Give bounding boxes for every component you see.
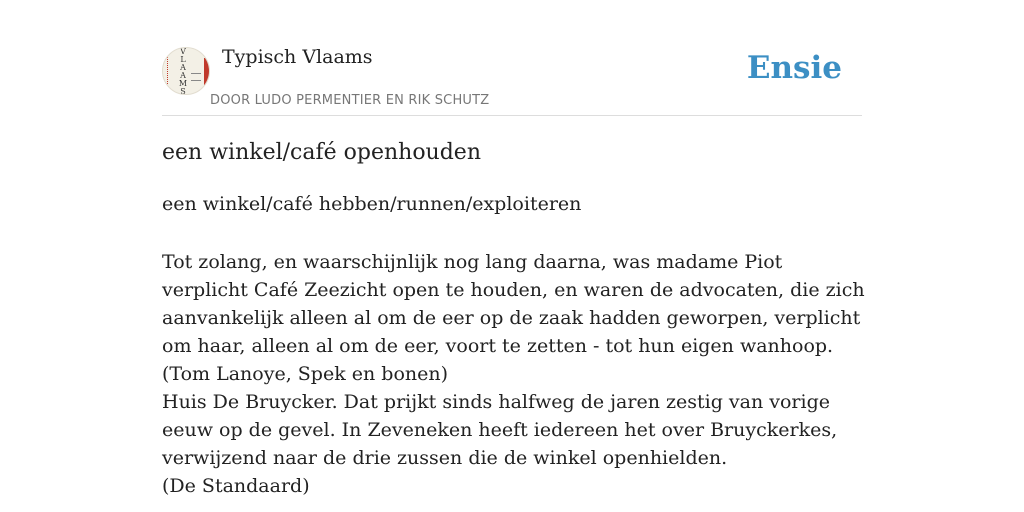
avatar-decoration-lines xyxy=(191,73,201,81)
ensie-logo[interactable]: Ensie xyxy=(746,50,842,86)
example-source: (Tom Lanoye, Spek en bonen) xyxy=(162,363,449,385)
blog-avatar[interactable] xyxy=(162,47,210,95)
blog-title[interactable]: Typisch Vlaams xyxy=(222,46,373,68)
page-header xyxy=(162,40,862,116)
entry-term: een winkel/café openhouden xyxy=(162,140,481,165)
avatar-logo-letters: V L A A M S xyxy=(178,47,188,95)
entry-definition: een winkel/café hebben/runnen/exploiteren xyxy=(162,193,582,215)
example-source: (De Standaard) xyxy=(162,475,310,497)
example-quote: Tot zolang, en waarschijnlijk nog lang daarna, was madame Piot verplicht Café Zeezicht open te houden, en waren de advocaten, die zich aanvankelijk alleen al om de eer op de zaak hadden geworpen, verplicht om haar, alleen al om de eer, voort te zetten - tot hun eigen wanhoop. xyxy=(162,251,865,357)
avatar-red-bar xyxy=(204,58,209,86)
entry-examples xyxy=(162,248,872,500)
example-quote: Huis De Bruycker. Dat prijkt sinds halfweg de jaren zestig van vorige eeuw op de gevel. In Zeveneken heeft iedereen het over Bruyckerkes, verwijzend naar de drie zussen die de winkel openhielden. xyxy=(162,391,838,469)
avatar-decoration xyxy=(167,50,171,92)
blog-authors: DOOR LUDO PERMENTIER EN RIK SCHUTZ xyxy=(210,93,490,108)
